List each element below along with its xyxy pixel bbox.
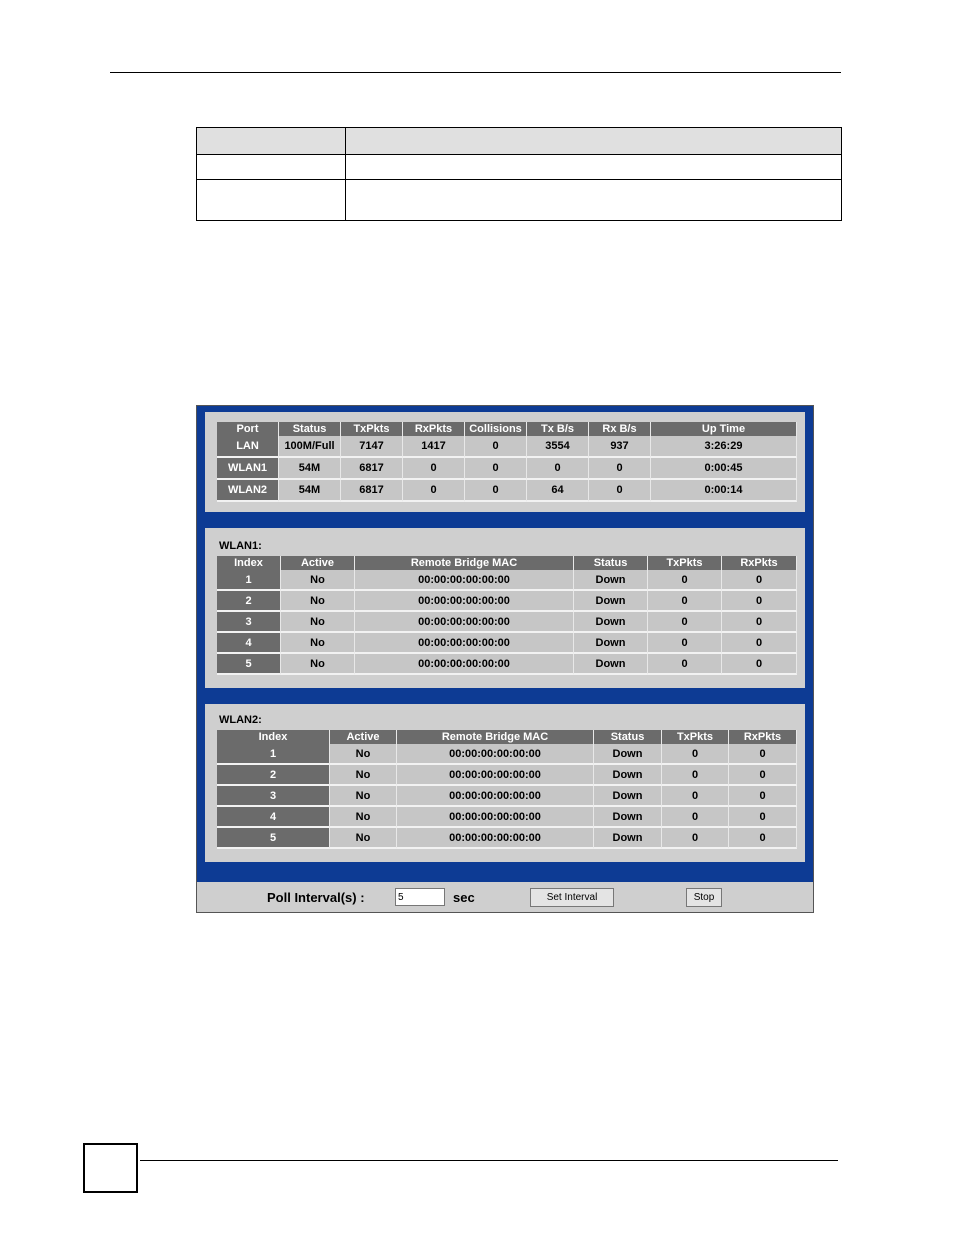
table-cell: 0 (662, 786, 729, 807)
table-row (217, 436, 797, 458)
row-label: 3 (217, 612, 281, 633)
table-cell: Down (574, 633, 648, 654)
table-cell: 0 (589, 480, 651, 502)
table-cell: 937 (589, 436, 651, 458)
table-cell: 0 (729, 807, 797, 828)
table-cell: No (281, 633, 355, 654)
document-table-row (197, 180, 842, 221)
table-cell: 00:00:00:00:00:00 (397, 828, 594, 849)
table-cell: No (330, 786, 397, 807)
table-cell: 0 (465, 436, 527, 458)
table-cell: Down (594, 765, 662, 786)
table-cell: Down (574, 654, 648, 675)
wlan2-header (217, 730, 797, 744)
table-cell: 54M (279, 458, 341, 480)
table-row (217, 786, 797, 807)
table-cell: 00:00:00:00:00:00 (355, 612, 574, 633)
table-cell: Down (594, 786, 662, 807)
column-header: Status (574, 556, 648, 570)
table-cell: 00:00:00:00:00:00 (397, 765, 594, 786)
footer-rule (140, 1160, 838, 1161)
table-cell: 0 (648, 591, 722, 612)
table-cell: Down (594, 828, 662, 849)
poll-interval-label: Poll Interval(s) : (267, 890, 365, 905)
column-header: Collisions (465, 422, 527, 436)
wlan1-table (217, 556, 797, 675)
table-row (217, 654, 797, 675)
table-cell: 0 (722, 654, 797, 675)
row-label: 5 (217, 654, 281, 675)
table-cell: 00:00:00:00:00:00 (397, 807, 594, 828)
row-label: 4 (217, 633, 281, 654)
row-label: LAN (217, 436, 279, 458)
lan-panel (205, 412, 805, 512)
table-cell: 54M (279, 480, 341, 502)
port-statistics-header (217, 422, 797, 436)
column-header: Tx B/s (527, 422, 589, 436)
table-cell: 0 (403, 480, 465, 502)
table-cell: 0 (729, 744, 797, 765)
wlan2-table (217, 730, 797, 849)
poll-interval-bar (197, 882, 813, 912)
row-label: WLAN1 (217, 458, 279, 480)
table-cell: 0 (527, 458, 589, 480)
table-cell: 0 (722, 570, 797, 591)
table-cell: 0 (648, 612, 722, 633)
table-row (217, 591, 797, 612)
row-label: WLAN2 (217, 480, 279, 502)
wlan2-title: WLAN2: (219, 714, 262, 726)
table-cell: 1417 (403, 436, 465, 458)
table-cell: Down (594, 744, 662, 765)
table-cell: 0 (648, 633, 722, 654)
column-header: Active (281, 556, 355, 570)
document-table-header (197, 128, 842, 155)
row-label: 3 (217, 786, 330, 807)
table-cell: 00:00:00:00:00:00 (397, 744, 594, 765)
page-number-box (83, 1143, 138, 1193)
table-cell: 0 (729, 828, 797, 849)
table-cell: 3554 (527, 436, 589, 458)
statistics-screen (196, 405, 814, 913)
poll-interval-unit: sec (453, 890, 475, 905)
table-cell: No (281, 612, 355, 633)
row-label: 1 (217, 744, 330, 765)
table-cell: 00:00:00:00:00:00 (355, 654, 574, 675)
table-cell: 3:26:29 (651, 436, 797, 458)
table-cell: Down (574, 570, 648, 591)
set-interval-button[interactable]: Set Interval (530, 888, 614, 907)
column-header: Port (217, 422, 279, 436)
document-table-row (197, 155, 842, 180)
table-cell: 6817 (341, 480, 403, 502)
wlan1-title: WLAN1: (219, 540, 262, 552)
table-cell: 7147 (341, 436, 403, 458)
poll-interval-input[interactable] (395, 888, 445, 906)
column-header: Active (330, 730, 397, 744)
table-cell: 00:00:00:00:00:00 (397, 786, 594, 807)
column-header: Remote Bridge MAC (355, 556, 574, 570)
table-row (217, 744, 797, 765)
table-cell: No (281, 654, 355, 675)
table-cell: 0:00:14 (651, 480, 797, 502)
table-cell: Down (574, 612, 648, 633)
table-cell: 00:00:00:00:00:00 (355, 633, 574, 654)
table-cell: 0 (722, 633, 797, 654)
table-cell: No (330, 744, 397, 765)
row-label: 1 (217, 570, 281, 591)
table-cell: No (330, 828, 397, 849)
table-row (217, 765, 797, 786)
table-cell: 0 (662, 807, 729, 828)
document-table (196, 127, 842, 221)
row-label: 4 (217, 807, 330, 828)
column-header: Up Time (651, 422, 797, 436)
table-cell: 0 (722, 591, 797, 612)
row-label: 5 (217, 828, 330, 849)
table-cell: 00:00:00:00:00:00 (355, 570, 574, 591)
table-cell: 0 (662, 828, 729, 849)
table-cell: 0 (403, 458, 465, 480)
table-cell: 100M/Full (279, 436, 341, 458)
table-cell: 0 (465, 480, 527, 502)
table-row (217, 458, 797, 480)
stop-button[interactable]: Stop (686, 888, 722, 907)
column-header: Status (279, 422, 341, 436)
table-cell: 6817 (341, 458, 403, 480)
table-row (217, 828, 797, 849)
column-header: Remote Bridge MAC (397, 730, 594, 744)
column-header: TxPkts (662, 730, 729, 744)
column-header: RxPkts (403, 422, 465, 436)
table-cell: 00:00:00:00:00:00 (355, 591, 574, 612)
column-header: TxPkts (648, 556, 722, 570)
port-statistics-table (217, 422, 797, 502)
row-label: 2 (217, 765, 330, 786)
table-cell: 64 (527, 480, 589, 502)
table-cell: 0:00:45 (651, 458, 797, 480)
table-cell: Down (594, 807, 662, 828)
wlan1-panel (205, 528, 805, 688)
column-header: RxPkts (729, 730, 797, 744)
table-cell: No (330, 765, 397, 786)
table-cell: 0 (662, 744, 729, 765)
table-cell: 0 (648, 654, 722, 675)
table-cell: No (330, 807, 397, 828)
table-cell: 0 (648, 570, 722, 591)
table-cell: 0 (729, 765, 797, 786)
table-cell: 0 (729, 786, 797, 807)
table-row (217, 480, 797, 502)
wlan1-header (217, 556, 797, 570)
header-rule (110, 72, 841, 73)
row-label: 2 (217, 591, 281, 612)
column-header: Rx B/s (589, 422, 651, 436)
table-cell: No (281, 591, 355, 612)
wlan2-panel (205, 704, 805, 862)
column-header: RxPkts (722, 556, 797, 570)
table-cell: No (281, 570, 355, 591)
table-cell: 0 (722, 612, 797, 633)
table-row (217, 612, 797, 633)
column-header: TxPkts (341, 422, 403, 436)
table-row (217, 807, 797, 828)
table-cell: Down (574, 591, 648, 612)
table-cell: 0 (589, 458, 651, 480)
table-row (217, 633, 797, 654)
column-header: Status (594, 730, 662, 744)
column-header: Index (217, 730, 330, 744)
column-header: Index (217, 556, 281, 570)
table-cell: 0 (465, 458, 527, 480)
table-cell: 0 (662, 765, 729, 786)
table-row (217, 570, 797, 591)
